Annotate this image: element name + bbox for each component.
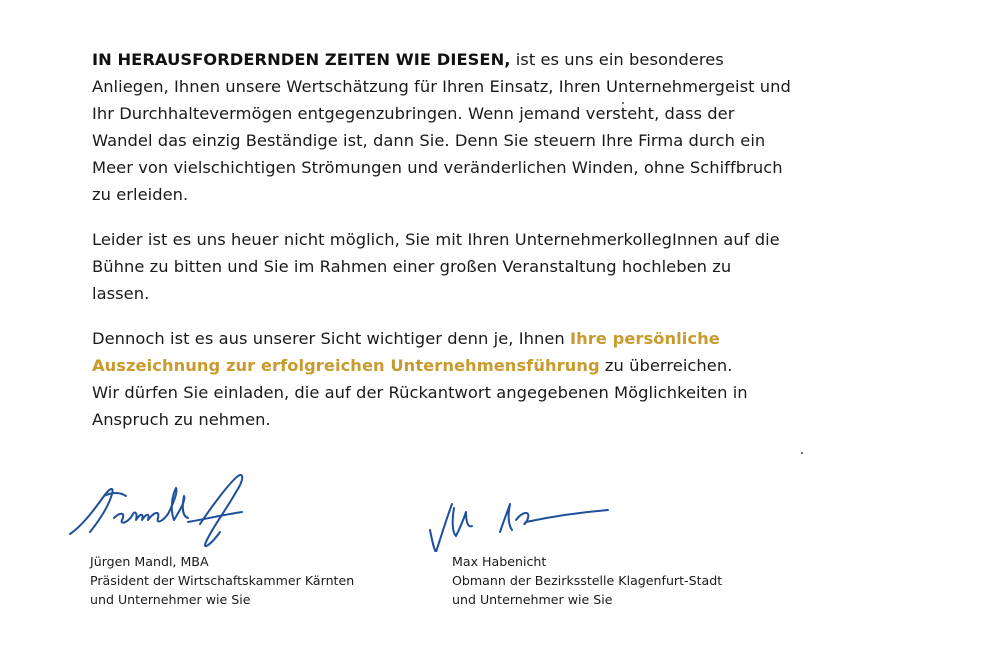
signatory-name: Max Habenicht bbox=[452, 554, 547, 569]
signature-habenicht-graphic bbox=[424, 490, 644, 552]
paragraph-3-invitation: Wir dürfen Sie einladen, die auf der Rückantwort angegebenen Möglichkeiten in Anspruch zu nehmen. bbox=[92, 383, 748, 429]
signatory-tagline: und Unternehmer wie Sie bbox=[452, 592, 613, 607]
award-highlight: Ihre persönliche Auszeichnung zur erfolgreichen Unternehmensführung bbox=[92, 329, 720, 375]
signatory-mandl-details bbox=[90, 552, 390, 609]
signatory-name: Jürgen Mandl, MBA bbox=[90, 554, 209, 569]
paragraph-1-lead: IN HERAUSFORDERNDEN ZEITEN WIE DIESEN, bbox=[92, 50, 511, 69]
paragraph-1 bbox=[92, 46, 792, 208]
handwritten-signature-habenicht bbox=[424, 490, 754, 552]
paragraph-1-text: ist es uns ein besonderes Anliegen, Ihnen unsere Wertschätzung für Ihren Einsatz, Ihren Unternehmergeist und Ihr Durchhaltevermögen entgegenzubringen. Wenn jemand versteht, dass der Wandel das einzig Beständige ist, dann Sie. Denn Sie steuern Ihre Firma durch ein Meer von vielschichtigen Strömungen und veränderlichen Winden, ohne Schiffbruch zu erleiden. bbox=[92, 50, 791, 204]
signature-mandl-graphic bbox=[60, 462, 280, 552]
signatory-tagline: und Unternehmer wie Sie bbox=[90, 592, 251, 607]
handwritten-signature-mandl bbox=[60, 462, 390, 552]
paragraph-2: Leider ist es uns heuer nicht möglich, Sie mit Ihren UnternehmerkollegInnen auf die Bühne zu bitten und Sie im Rahmen einer großen Veranstaltung hochleben zu lassen. bbox=[92, 230, 780, 303]
signatory-habenicht-details bbox=[452, 552, 754, 609]
signatory-role: Präsident der Wirtschaftskammer Kärnten bbox=[90, 573, 355, 588]
scan-speck bbox=[622, 102, 624, 104]
paragraph-3-text-after: zu überreichen. bbox=[599, 356, 733, 375]
scan-speck bbox=[801, 452, 803, 454]
letter-body bbox=[92, 46, 792, 451]
signature-block-habenicht bbox=[424, 490, 754, 609]
paragraph-3 bbox=[92, 325, 792, 433]
signature-block-mandl bbox=[60, 462, 390, 609]
signatory-role: Obmann der Bezirksstelle Klagenfurt-Stadt bbox=[452, 573, 723, 588]
paragraph-3-text-before: Dennoch ist es aus unserer Sicht wichtiger denn je, Ihnen bbox=[92, 329, 570, 348]
